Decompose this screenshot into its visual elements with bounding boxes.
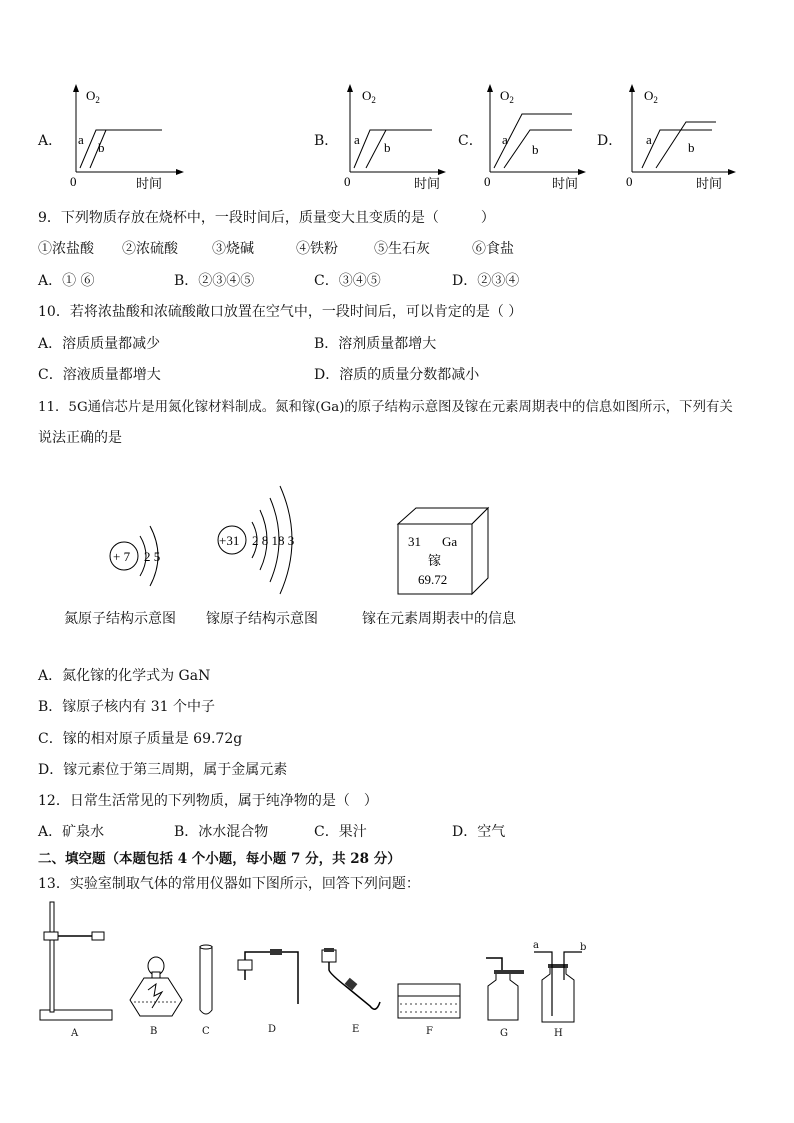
apparatus-b-alcohol-lamp xyxy=(126,954,186,1020)
graph-a-xlabel: 时间 xyxy=(136,176,163,191)
q9-option-c: C．③④⑤ xyxy=(314,273,381,289)
apparatus-a-iron-stand xyxy=(36,898,116,1028)
q9-option-d: D．②③④ xyxy=(452,273,520,289)
q10-option-c: C．溶液质量都增大 xyxy=(38,367,161,383)
apparatus-h-port-a: a xyxy=(533,940,539,951)
section-2-title: 二、填空题（本题包括 4 个小题，每小题 7 分，共 28 分） xyxy=(38,851,401,867)
gallium-symbol: Ga xyxy=(442,534,458,549)
q9-option-a: A．① ⑥ xyxy=(38,273,95,289)
q12-option-c: C．果汁 xyxy=(314,824,367,840)
q12-stem: 12．日常生活常见的下列物质，属于纯净物的是（ ） xyxy=(38,793,378,809)
graph-b-label-a: a xyxy=(354,132,360,147)
apparatus-g-label: G xyxy=(500,1028,508,1039)
gallium-atom-diagram xyxy=(214,478,314,598)
q9-substance-2: ②浓硫酸 xyxy=(122,241,178,257)
graph-a-label-b: b xyxy=(98,140,105,155)
q11-stem-line2: 说法正确的是 xyxy=(38,430,122,446)
q9-substance-4: ④铁粉 xyxy=(296,241,338,257)
graph-b xyxy=(334,82,454,192)
q9-option-b: B．②③④⑤ xyxy=(174,273,255,289)
apparatus-h-label: H xyxy=(554,1028,563,1039)
apparatus-h-port-b: b xyxy=(580,942,587,953)
q10-option-b: B．溶剂质量都增大 xyxy=(314,336,437,352)
gallium-name: 镓 xyxy=(428,553,442,568)
graph-option-b-label: B． xyxy=(314,133,339,149)
graph-option-a-label: A． xyxy=(38,133,63,149)
apparatus-c-test-tube xyxy=(196,944,216,1020)
graph-a-origin: 0 xyxy=(70,174,77,189)
graph-d-line-b xyxy=(656,122,716,168)
graph-c xyxy=(474,82,594,192)
gallium-periodic-cell xyxy=(396,506,492,596)
q11-option-b: B．镓原子核内有 31 个中子 xyxy=(38,699,216,715)
gallium-cell-caption: 镓在元素周期表中的信息 xyxy=(362,611,516,627)
apparatus-b-label: B xyxy=(150,1026,158,1037)
nitrogen-atom-caption: 氮原子结构示意图 xyxy=(64,611,176,627)
gallium-atomic-number: 31 xyxy=(408,534,421,549)
gallium-nucleus-charge: +31 xyxy=(219,533,240,548)
q9-substance-3: ③烧碱 xyxy=(212,241,254,257)
graph-b-ylabel: $O_2$ xyxy=(362,88,376,105)
graph-option-c-label: C． xyxy=(458,133,483,149)
graph-b-line-a xyxy=(354,130,432,168)
graph-b-line-b xyxy=(366,130,386,168)
apparatus-c-label: C xyxy=(202,1026,210,1037)
q10-stem: 10．若将浓盐酸和浓硫酸敞口放置在空气中，一段时间后，可以肯定的是（ ） xyxy=(38,304,523,320)
graph-d-origin: 0 xyxy=(626,174,633,189)
nitrogen-nucleus-charge: + 7 xyxy=(113,549,131,564)
apparatus-e-delivery-tube xyxy=(318,944,388,1020)
apparatus-f-water-trough xyxy=(396,982,462,1020)
apparatus-e-label: E xyxy=(352,1024,360,1035)
q9-substance-6: ⑥食盐 xyxy=(472,241,514,257)
gallium-atomic-mass: 69.72 xyxy=(418,572,448,587)
apparatus-f-label: F xyxy=(426,1026,433,1037)
gallium-shell-electrons: 2 8 18 3 xyxy=(252,533,295,548)
q12-option-b: B．冰水混合物 xyxy=(174,824,269,840)
graph-b-origin: 0 xyxy=(344,174,351,189)
graph-a-ylabel: $O_2$ xyxy=(86,88,100,105)
nitrogen-shell-electrons: 2 5 xyxy=(144,549,161,564)
q11-option-d: D．镓元素位于第三周期，属于金属元素 xyxy=(38,762,288,778)
graph-d-xlabel: 时间 xyxy=(696,176,723,191)
nitrogen-atom-diagram xyxy=(100,512,180,602)
graph-option-d-label: D． xyxy=(597,133,623,149)
q11-stem-line1: 11．5G通信芯片是用氮化镓材料制成。氮和镓(Ga)的原子结构示意图及镓在元素周期表中的信息如图所示，下列有关 xyxy=(38,400,733,415)
graph-b-xlabel: 时间 xyxy=(414,176,441,191)
apparatus-h-washing-bottle xyxy=(530,940,586,1026)
graph-c-xlabel: 时间 xyxy=(552,176,579,191)
q9-substance-1: ①浓盐酸 xyxy=(38,241,94,257)
graph-a xyxy=(60,82,200,192)
graph-c-label-b: b xyxy=(532,142,539,157)
q10-option-a: A．溶质质量都减少 xyxy=(38,336,161,352)
q9-substance-5: ⑤生石灰 xyxy=(374,241,430,257)
graph-b-label-b: b xyxy=(384,140,391,155)
graph-d-label-b: b xyxy=(688,140,695,155)
q9-stem: 9．下列物质存放在烧杯中，一段时间后，质量变大且变质的是（ ） xyxy=(38,210,495,226)
apparatus-a-label: A xyxy=(71,1028,79,1039)
q11-option-c: C．镓的相对原子质量是 69.72g xyxy=(38,731,243,747)
q12-option-d: D．空气 xyxy=(452,824,506,840)
graph-a-label-a: a xyxy=(78,132,84,147)
q10-option-d: D．溶质的质量分数都减小 xyxy=(314,367,480,383)
gallium-atom-caption: 镓原子结构示意图 xyxy=(206,611,318,627)
apparatus-d-label: D xyxy=(268,1024,277,1035)
q12-option-a: A．矿泉水 xyxy=(38,824,105,840)
graph-d xyxy=(616,82,746,192)
graph-d-ylabel: $O_2$ xyxy=(644,88,658,105)
q13-stem: 13．实验室制取气体的常用仪器如下图所示，回答下列问题： xyxy=(38,876,420,892)
graph-c-origin: 0 xyxy=(484,174,491,189)
graph-d-label-a: a xyxy=(646,132,652,147)
q11-option-a: A．氮化镓的化学式为 GaN xyxy=(38,668,211,684)
apparatus-g-gas-bottle xyxy=(482,954,524,1024)
graph-c-ylabel: $O_2$ xyxy=(500,88,514,105)
graph-c-label-a: a xyxy=(502,132,508,147)
apparatus-d-bent-tube xyxy=(232,946,312,1016)
